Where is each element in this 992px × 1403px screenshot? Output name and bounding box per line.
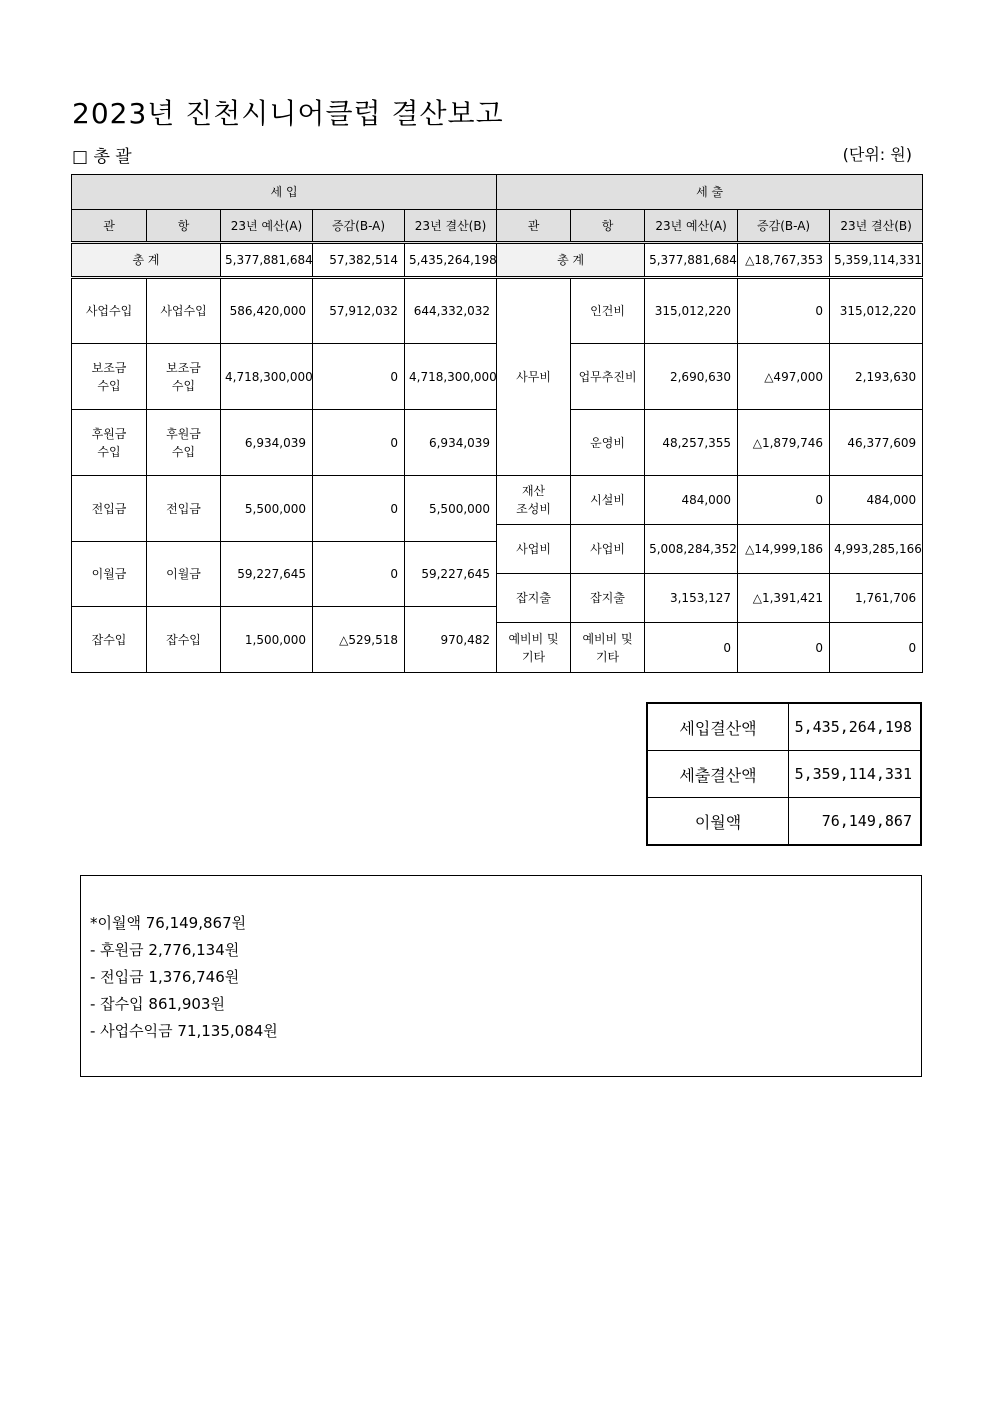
unit-label: (단위: 원) [842,145,912,164]
expense-total-change: △18,767,353 [738,243,830,278]
expense-gwan-misc: 잡지출 [497,574,571,623]
expense-header: 세 출 [497,175,923,210]
summary-carryover-value: 76,149,867 [789,798,922,846]
expense-budget: 2,690,630 [645,344,738,410]
expense-budget: 3,153,127 [645,574,738,623]
expense-change: △14,999,186 [738,525,830,574]
summary-table [646,702,922,846]
income-change: 57,912,032 [313,278,405,344]
expense-budget: 484,000 [645,476,738,525]
expense-gwan-property: 재산 조성비 [497,476,571,525]
expense-gwan-business: 사업비 [497,525,571,574]
income-gwan: 사업수입 [72,278,147,344]
income-settle: 644,332,032 [405,278,497,344]
expense-settle: 46,377,609 [830,410,923,476]
notes-box [80,875,922,1077]
expense-change: 0 [738,476,830,525]
expense-budget: 48,257,355 [645,410,738,476]
income-hang: 잡수입 [147,607,221,673]
expense-hang: 인건비 [571,278,645,344]
expense-total-budget: 5,377,881,684 [645,243,738,278]
income-settle: 59,227,645 [405,542,497,607]
col-header-gwan: 관 [72,210,147,243]
income-hang: 보조금 수입 [147,344,221,410]
income-settle: 6,934,039 [405,410,497,476]
income-change: 0 [313,410,405,476]
income-total-budget: 5,377,881,684 [221,243,313,278]
income-header: 세 입 [72,175,497,210]
income-total-settle: 5,435,264,198 [405,243,497,278]
income-settle: 5,500,000 [405,476,497,542]
expense-hang: 업무추진비 [571,344,645,410]
income-budget: 6,934,039 [221,410,313,476]
income-hang: 사업수입 [147,278,221,344]
col-header-budget: 23년 예산(A) [221,210,313,243]
col-header-hang: 항 [571,210,645,243]
settlement-table [71,174,923,673]
expense-hang: 예비비 및 기타 [571,623,645,673]
expense-settle: 4,993,285,166 [830,525,923,574]
expense-hang: 운영비 [571,410,645,476]
summary-income-value: 5,435,264,198 [789,703,922,751]
col-header-change: 증감(B-A) [313,210,405,243]
summary-expense-value: 5,359,114,331 [789,751,922,798]
expense-budget: 0 [645,623,738,673]
col-header-change: 증감(B-A) [738,210,830,243]
expense-hang: 시설비 [571,476,645,525]
income-hang: 전입금 [147,476,221,542]
income-gwan: 잡수입 [72,607,147,673]
expense-settle: 0 [830,623,923,673]
income-budget: 1,500,000 [221,607,313,673]
col-header-settle: 23년 결산(B) [830,210,923,243]
summary-income-label: 세입결산액 [647,703,789,751]
expense-change: △1,879,746 [738,410,830,476]
expense-settle: 1,761,706 [830,574,923,623]
income-total-label: 총 계 [72,243,221,278]
expense-budget: 5,008,284,352 [645,525,738,574]
expense-change: 0 [738,278,830,344]
income-change: 0 [313,542,405,607]
note-line: *이월액 76,149,867원 [90,914,247,932]
income-gwan: 보조금 수입 [72,344,147,410]
note-line: - 후원금 2,776,134원 [90,941,240,959]
note-line: - 사업수익금 71,135,084원 [90,1022,278,1040]
col-header-hang: 항 [147,210,221,243]
income-change: 0 [313,344,405,410]
col-header-gwan: 관 [497,210,571,243]
page-title: 2023년 진천시니어클럽 결산보고 [72,97,504,130]
income-gwan: 전입금 [72,476,147,542]
income-budget: 586,420,000 [221,278,313,344]
income-total-change: 57,382,514 [313,243,405,278]
summary-expense-label: 세출결산액 [647,751,789,798]
income-change: 0 [313,476,405,542]
income-change: △529,518 [313,607,405,673]
expense-change: △497,000 [738,344,830,410]
income-budget: 5,500,000 [221,476,313,542]
expense-budget: 315,012,220 [645,278,738,344]
income-budget: 59,227,645 [221,542,313,607]
income-budget: 4,718,300,000 [221,344,313,410]
expense-change: △1,391,421 [738,574,830,623]
expense-settle: 315,012,220 [830,278,923,344]
expense-change: 0 [738,623,830,673]
expense-gwan-office: 사무비 [497,278,571,476]
income-hang: 이월금 [147,542,221,607]
expense-settle: 2,193,630 [830,344,923,410]
section-heading: □ 총 괄 [72,147,132,167]
note-line: - 잡수입 861,903원 [90,995,225,1013]
note-line: - 전입금 1,376,746원 [90,968,240,986]
expense-gwan-reserve: 예비비 및 기타 [497,623,571,673]
col-header-settle: 23년 결산(B) [405,210,497,243]
income-hang: 후원금 수입 [147,410,221,476]
expense-hang: 사업비 [571,525,645,574]
col-header-budget: 23년 예산(A) [645,210,738,243]
income-gwan: 이월금 [72,542,147,607]
summary-carryover-label: 이월액 [647,798,789,846]
expense-total-label: 총 계 [497,243,645,278]
expense-hang: 잡지출 [571,574,645,623]
notes-list [90,910,278,1045]
expense-total-settle: 5,359,114,331 [830,243,923,278]
income-gwan: 후원금 수입 [72,410,147,476]
income-settle: 970,482 [405,607,497,673]
income-settle: 4,718,300,000 [405,344,497,410]
expense-settle: 484,000 [830,476,923,525]
